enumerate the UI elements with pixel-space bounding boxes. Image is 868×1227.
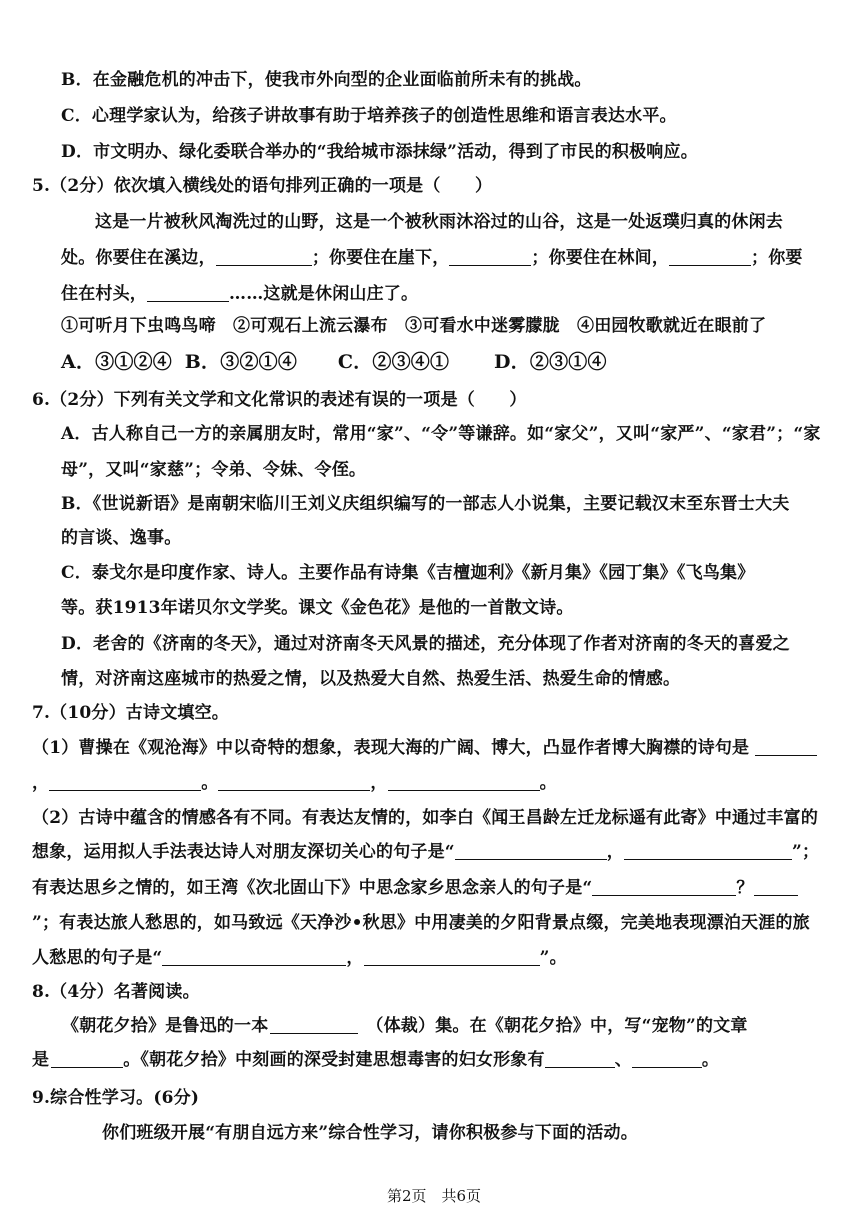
- q7-sub1-line1: [32, 736, 817, 760]
- q7-blank-2[interactable]: [49, 774, 201, 791]
- q8-blank-1[interactable]: [270, 1017, 358, 1034]
- q5-option-d[interactable]: D．②③①④: [494, 351, 607, 373]
- q8-line2: [32, 1048, 719, 1072]
- q7-text: ，: [32, 773, 50, 793]
- q6-option-d-line2: 情，对济南这座城市的热爱之情，以及热爱大自然、热爱生活、热爱生命的情感。: [61, 669, 681, 689]
- q7-blank-10[interactable]: [364, 949, 540, 966]
- q5-blank-3[interactable]: [669, 249, 751, 266]
- q5-options: [61, 350, 607, 374]
- page-footer: 第2页 共6页: [386, 1187, 482, 1205]
- q6-option-d-line1: D．老舍的《济南的冬天》，通过对济南冬天风景的描述，充分体现了作者对济南的冬天的喜爱之: [61, 634, 790, 654]
- q7-text: ，: [346, 948, 364, 968]
- q5-blank-2[interactable]: [449, 249, 531, 266]
- q5-text: 处。你要住在溪边，: [61, 248, 216, 268]
- q5-blank-1[interactable]: [216, 249, 312, 266]
- q4-option-c: C．心理学家认为，给孩子讲故事有助于培养孩子的创造性思维和语言表达水平。: [61, 106, 677, 126]
- q8-blank-2[interactable]: [51, 1051, 123, 1068]
- q9-line1: 你们班级开展“有朋自远方来”综合性学习，请你积极参与下面的活动。: [102, 1123, 638, 1143]
- q5-blank-4[interactable]: [147, 285, 229, 302]
- q7-blank-9[interactable]: [162, 949, 346, 966]
- q5-option-c[interactable]: C．②③④①: [337, 351, 450, 373]
- q7-sub2-line4: ”；有表达旅人愁思的，如马致远《天净沙•秋思》中用凄美的夕阳背景点缀，完美地表现漂泊天涯的旅: [32, 913, 810, 933]
- q9-stem: 9.综合性学习。(6分): [32, 1088, 200, 1108]
- q7-blank-7[interactable]: [592, 879, 736, 896]
- q8-text: 《朝花夕拾》是鲁迅的一本: [62, 1016, 269, 1036]
- q7-blank-3[interactable]: [218, 774, 370, 791]
- q7-text: ”。: [539, 948, 567, 968]
- q7-sub2-line2: [32, 840, 819, 864]
- q7-text: ？: [736, 878, 754, 898]
- q7-text: （1）曹操在《观沧海》中以奇特的想象，表现大海的广阔、博大，凸显作者博大胸襟的诗句是: [32, 738, 750, 758]
- q7-sub2-line1: （2）古诗中蕴含的情感各有不同。有表达友情的，如李白《闻王昌龄左迁龙标遥有此寄》中通过丰富的: [32, 808, 819, 828]
- q6-option-a-line2: 母”，又叫“家慈”；令弟、令妹、令侄。: [61, 460, 367, 480]
- q7-text: ，: [606, 842, 624, 862]
- q7-text: ，: [370, 773, 388, 793]
- q7-sub1-line2: [32, 771, 557, 795]
- q4-option-b: B．在金融危机的冲击下，使我市外向型的企业面临前所未有的挑战。: [61, 70, 592, 90]
- q5-items: ①可听月下虫鸣鸟啼 ②可观石上流云瀑布 ③可看水中迷雾朦胧 ④田园牧歌就近在眼前了: [61, 316, 767, 336]
- q8-blank-4[interactable]: [632, 1051, 702, 1068]
- q5-option-b[interactable]: B．③②①④: [184, 351, 298, 373]
- q7-blank-5[interactable]: [455, 843, 607, 860]
- q7-text: 想象，运用拟人手法表达诗人对朋友深切关心的句子是“: [32, 842, 455, 862]
- q7-text: 。: [539, 773, 557, 793]
- q7-text: 有表达思乡之情的，如王湾《次北固山下》中思念家乡思念亲人的句子是“: [32, 878, 593, 898]
- q6-stem: 6.（2分）下列有关文学和文化常识的表述有误的一项是（ ）: [32, 390, 527, 410]
- q6-option-b-line1: B．《世说新语》是南朝宋临川王刘义庆组织编写的一部志人小说集，主要记载汉末至东晋士大夫: [61, 494, 790, 514]
- q7-text: 。: [201, 773, 219, 793]
- q4-option-d: D．市文明办、绿化委联合举办的“我给城市添抹绿”活动，得到了市民的积极响应。: [61, 142, 698, 162]
- q5-passage-line1: 这是一片被秋风淘洗过的山野，这是一个被秋雨沐浴过的山谷，这是一处返璞归真的休闲去: [95, 212, 783, 232]
- q5-option-a[interactable]: A．③①②④: [61, 351, 172, 373]
- q5-text: ；你要: [751, 248, 803, 268]
- q7-sub2-line3: [32, 876, 798, 900]
- q8-text: 。《朝花夕拾》中刻画的深受封建思想毒害的妇女形象有: [123, 1050, 545, 1070]
- q5-passage-line3: [61, 282, 418, 306]
- q6-option-a-line1: A．古人称自己一方的亲属朋友时，常用“家”、“令”等谦辞。如“家父”，又叫“家严”、“家君”；“家: [61, 424, 821, 444]
- q6-option-c-line2: 等。获1913年诺贝尔文学奖。课文《金色花》是他的一首散文诗。: [61, 598, 574, 618]
- q5-text: 住在村头，: [61, 284, 147, 304]
- q8-line1: [62, 1014, 748, 1038]
- q5-text: ；你要住在林间，: [531, 248, 670, 268]
- q5-text: ……这就是休闲山庄了。: [229, 284, 419, 304]
- q8-text: 是: [32, 1050, 50, 1070]
- q8-blank-3[interactable]: [545, 1051, 615, 1068]
- q5-passage-line2: [61, 246, 803, 270]
- q8-text: 、: [614, 1050, 632, 1070]
- q7-sub2-line5: [32, 946, 567, 970]
- q5-text: ；你要住在崖下，: [311, 248, 450, 268]
- q8-text: 。: [701, 1050, 720, 1070]
- q7-stem: 7.（10分）古诗文填空。: [32, 703, 230, 723]
- q5-stem: 5.（2分）依次填入横线处的语句排列正确的一项是（ ）: [32, 176, 493, 196]
- q6-option-c-line1: C．泰戈尔是印度作家、诗人。主要作品有诗集《吉檀迦利》《新月集》《园丁集》《飞鸟集》: [61, 563, 755, 583]
- q7-blank-6[interactable]: [624, 843, 792, 860]
- q7-blank-4[interactable]: [388, 774, 540, 791]
- q7-text: 人愁思的句子是“: [32, 948, 163, 968]
- q8-text: （体裁）集。在《朝花夕拾》中，写“宠物”的文章: [366, 1016, 748, 1036]
- q7-blank-8[interactable]: [754, 879, 798, 896]
- q8-stem: 8.（4分）名著阅读。: [32, 982, 200, 1002]
- q6-option-b-line2: 的言谈、逸事。: [61, 528, 182, 548]
- q7-text: ”；: [791, 842, 820, 862]
- q7-blank-1[interactable]: [755, 739, 817, 756]
